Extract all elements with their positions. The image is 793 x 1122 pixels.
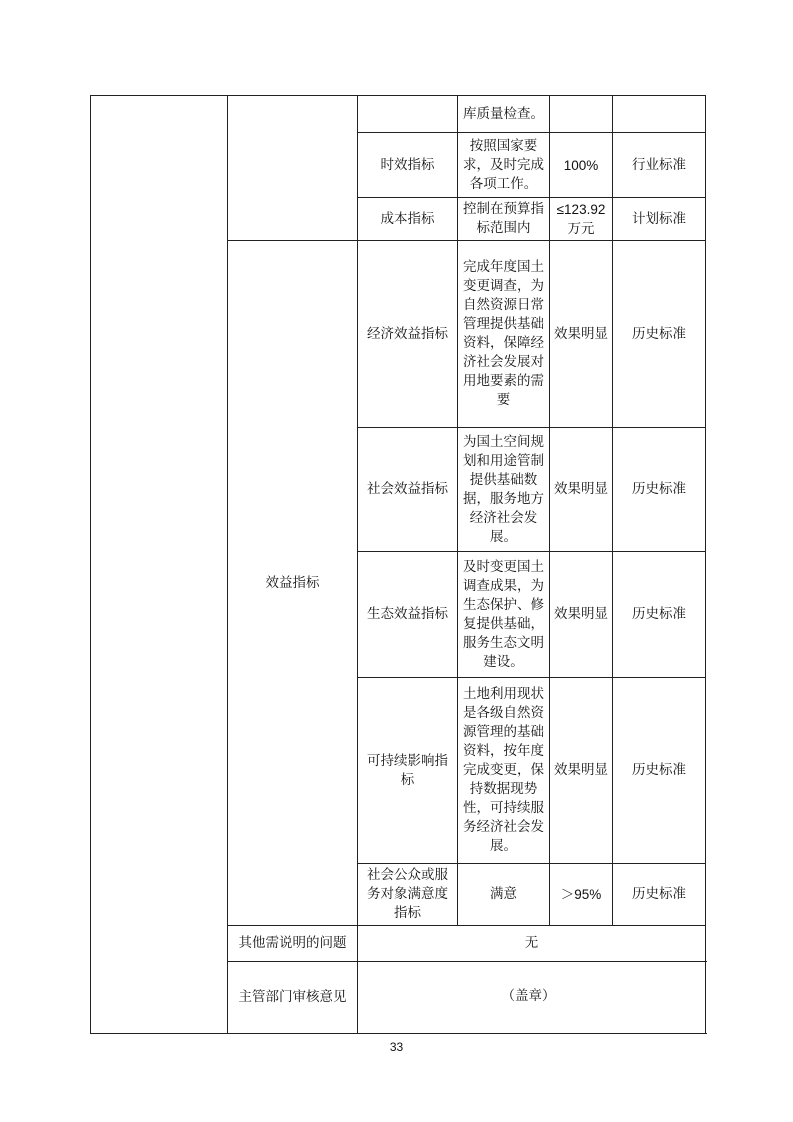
indicator-cell: 时效指标 xyxy=(358,133,458,198)
indicator-cell: 经济效益指标 xyxy=(358,241,458,428)
performance-table xyxy=(90,95,706,1034)
standard-cell: 历史标准 xyxy=(613,241,706,428)
content-cell: 及时变更国土调查成果，为生态保护、修复提供基础，服务生态文明建设。 xyxy=(458,552,550,678)
content-cell: 满意 xyxy=(458,864,550,926)
content-cell: 土地利用现状是各级自然资源管理的基础资料，按年度完成变更，保持数据现势性，可持续服务经济社会发展。 xyxy=(458,678,550,864)
value-cell: 效果明显 xyxy=(550,241,613,428)
standard-cell: 计划标准 xyxy=(613,198,706,241)
standard-cell: 历史标准 xyxy=(613,428,706,552)
standard-cell: 历史标准 xyxy=(613,864,706,926)
content-cell: 库质量检查。 xyxy=(458,96,550,133)
content-cell: 为国土空间规划和用途管制提供基础数据，服务地方经济社会发展。 xyxy=(458,428,550,552)
benefit-category-cell: 效益指标 xyxy=(228,241,358,926)
category-cell xyxy=(228,96,358,241)
indicator-cell: 成本指标 xyxy=(358,198,458,241)
table-row xyxy=(91,96,706,133)
content-cell: 完成年度国土变更调查，为自然资源日常管理提供基础资料，保障经济社会发展对用地要素的需要 xyxy=(458,241,550,428)
content-cell: 按照国家要求，及时完成各项工作。 xyxy=(458,133,550,198)
content-cell: 控制在预算指标范围内 xyxy=(458,198,550,241)
indicator-cell: 可持续影响指标 xyxy=(358,678,458,864)
indicator-cell: 社会效益指标 xyxy=(358,428,458,552)
value-cell xyxy=(550,96,613,133)
standard-cell xyxy=(613,96,706,133)
review-label: 主管部门审核意见 xyxy=(228,962,358,1034)
value-cell: 100% xyxy=(550,133,613,198)
other-issues-label: 其他需说明的问题 xyxy=(228,926,358,962)
review-notes-cell[interactable] xyxy=(358,962,706,1034)
value-cell: 效果明显 xyxy=(550,552,613,678)
indicator-cell: 社会公众或服务对象满意度指标 xyxy=(358,864,458,926)
outer-category-cell xyxy=(91,96,228,1034)
value-cell: 效果明显 xyxy=(550,428,613,552)
other-issues-value: 无 xyxy=(358,926,706,962)
standard-cell: 历史标准 xyxy=(613,678,706,864)
value-cell: 效果明显 xyxy=(550,678,613,864)
stamp-note: （盖章） xyxy=(501,988,556,1004)
indicator-cell xyxy=(358,96,458,133)
indicator-cell: 生态效益指标 xyxy=(358,552,458,678)
standard-cell: 历史标准 xyxy=(613,552,706,678)
value-cell: ≤123.92万元 xyxy=(550,198,613,241)
value-cell: ＞95% xyxy=(550,864,613,926)
page-number: 33 xyxy=(389,1040,404,1054)
standard-cell: 行业标准 xyxy=(613,133,706,198)
